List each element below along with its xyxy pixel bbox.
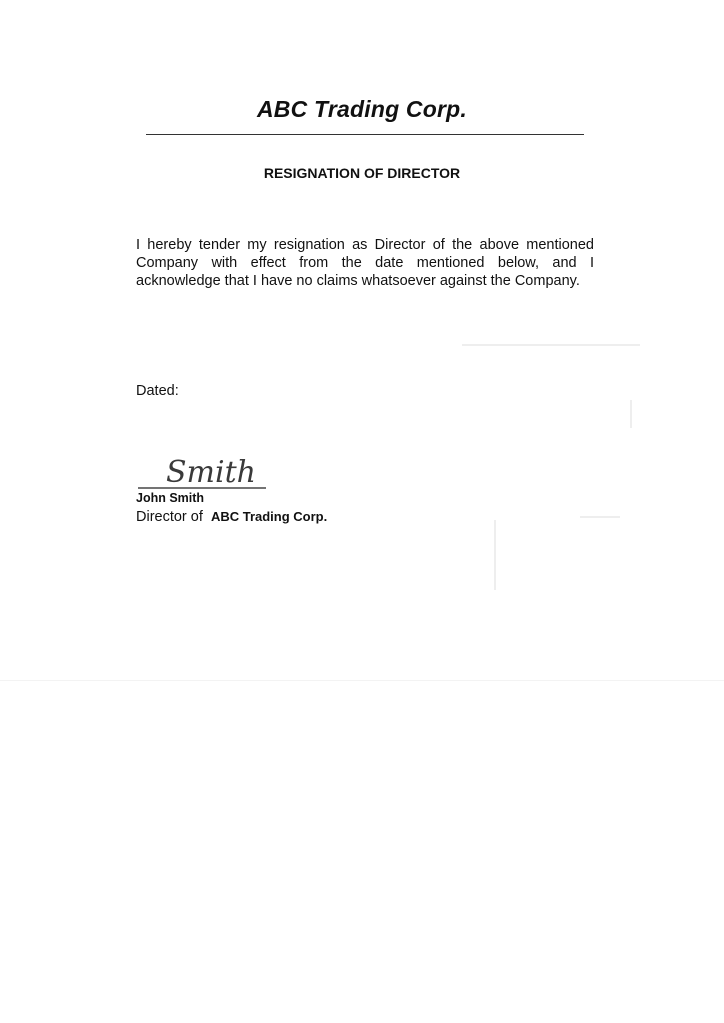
dated-label: Dated: (136, 383, 179, 399)
signatory-name: John Smith (136, 491, 205, 505)
role-prefix: Director of (136, 509, 203, 525)
scan-artifact (494, 520, 496, 590)
scan-artifact (0, 680, 724, 681)
heading-divider (146, 134, 584, 135)
company-heading: ABC Trading Corp. (257, 96, 467, 122)
document-title: RESIGNATION OF DIRECTOR (263, 165, 461, 181)
scan-artifact (462, 344, 640, 346)
signature-image (136, 446, 268, 490)
scan-artifact (630, 400, 632, 428)
resignation-statement: I hereby tender my resignation as Director of the above mentioned Company with effect from the date mentioned below, and I acknowledge that I have no claims whatsoever against the Company. (136, 237, 594, 289)
handwritten-signature: Smith (166, 455, 256, 490)
role-company: ABC Trading Corp. (210, 509, 328, 524)
signatory-role (136, 509, 327, 525)
scan-artifact (580, 516, 620, 518)
